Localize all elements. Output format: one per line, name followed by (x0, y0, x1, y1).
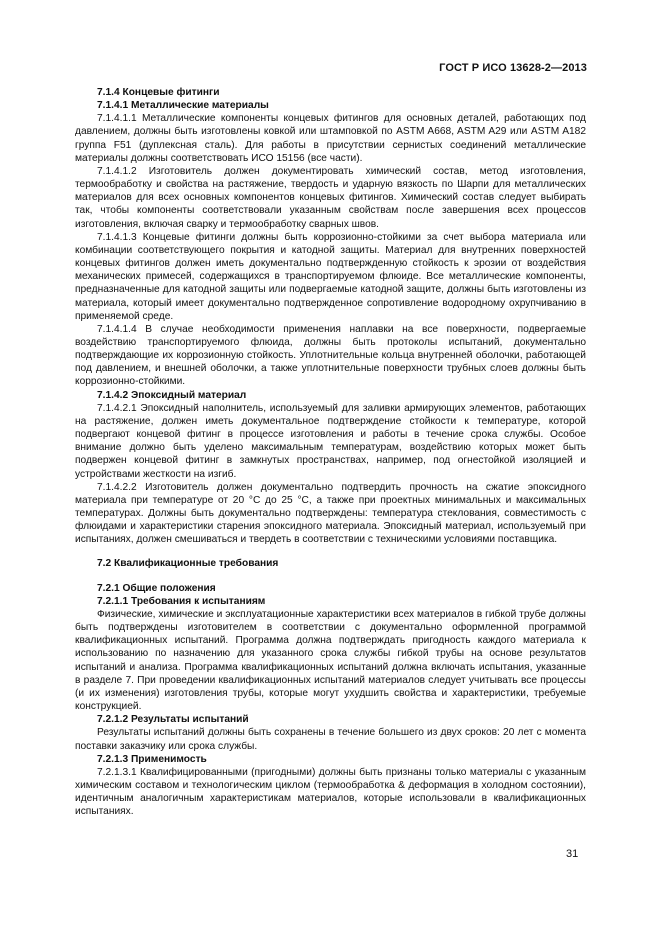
paragraph: 7.1.4.2.2 Изготовитель должен документально подтвердить прочность на сжатие эпоксидного материала при температуре от 20 °С до 25 °С, а также при проектных минимальных и максимальных температурах. Должны быть документально подтверждены: температура стеклования, совместимость с флюидами и характеристики старения эпоксидного материала. Эпоксидный материал, используемый при испытаниях, должен смешиваться и твердеть в соответствии с техническими условиями поставщика. (75, 481, 586, 546)
document-code-header: ГОСТ Р ИСО 13628-2—2013 (439, 62, 587, 74)
paragraph: 7.1.4.1.3 Концевые фитинги должны быть коррозионно-стойкими за счет выбора материала или комбинации соответствующего покрытия и катодной защиты. Материал для внутренних поверхностей концевых фитингов должен иметь документально подтвержденную стойкость к эрозии от воздействия механических примесей, содержащихся в транспортируемом флюиде. Все металлические компоненты, предназначенные для катодной защиты или подвергаемые катодной защите, должны быть изготовлены из материала, который имеет документально подтвержденное сопротивление водородному охрупчиванию в применяемой среде. (75, 231, 586, 322)
page-number: 31 (566, 848, 579, 860)
paragraph: 7.1.4.1.1 Металлические компоненты концевых фитингов для основных деталей, работающих под давлением, должны быть изготовлены ковкой или штамповкой по ASTM A668, ASTM A29 или ASTM A182 группа F51 (дуплексная сталь). Для работы в присутствии сернистых соединений металлические материалы должны соответствовать ИСО 15156 (все части). (75, 113, 586, 164)
section-heading: 7.2.1.1 Требования к испытаниям (97, 595, 266, 607)
paragraph: 7.1.4.2.1 Эпоксидный наполнитель, используемый для заливки армирующих элементов, работающих на растяжение, должен иметь документальное подтверждение стойкости к температуре, которой подвергают концевой фитинг в процессе изготовления и работы в течение срока службы. Особое внимание должно быть уделено максимальным температурам, воздействию которых может быть подвержен концевой фитинг в замкнутых пространствах, например, под огнестойкой изоляцией и устройствами жесткости на изгиб. (75, 402, 586, 480)
section-heading: 7.2.1 Общие положения (97, 582, 216, 594)
paragraph: Физические, химические и эксплуатационные характеристики всех материалов в гибкой трубе должны быть подтверждены изготовителем в соответствии с документально оформленной программой квалификационных испытаний. Программа должна подтверждать пригодность каждого материала к использованию по назначению для указанного срока службы гибкой трубы на основе результатов испытаний и анализа. Программа квалификационных испытаний должна включать испытания, указанные в разделе 7. При проведении квалификационных испытаний материалов следует учитывать все процессы (и их изменения) изготовления трубы, которые могут ухудшить свойства и характеристики, требуемые конструкцией. (75, 608, 586, 713)
section-heading: 7.1.4.2 Эпоксидный материал (97, 389, 247, 401)
paragraph: 7.1.4.1.4 В случае необходимости применения наплавки на все поверхности, подвергаемые воздействию транспортируемого флюида, должны быть протоколы испытаний, документально подтверждающие их коррозионную стойкость. Уплотнительные кольца внутренней оболочки, работающей под давлением, и внешней оболочки, а также уплотнительные поверхности трубных слоев должны быть коррозионно-стойкими. (75, 323, 586, 388)
document-body (75, 86, 586, 818)
section-heading: 7.2.1.3 Применимость (97, 753, 207, 765)
paragraph: 7.1.4.1.2 Изготовитель должен документировать химический состав, метод изготовления, термообработку и свойства на растяжение, твердость и ударную вязкость по Шарпи для металлических материалов для всех основных компонентов концевых фитингов. Химический состав следует выбирать так, чтобы компоненты соответствовали указанным свойствам после завершения всех процессов изготовления, включая сварку и термообработку сварных швов. (75, 165, 586, 230)
section-heading: 7.2 Квалификационные требования (97, 558, 279, 570)
section-heading: 7.1.4.1 Металлические материалы (97, 100, 269, 112)
paragraph: 7.2.1.3.1 Квалифицированными (пригодными) должны быть признаны только материалы с указанным химическим составом и технологическим циклом (термообработка & деформация в холодном состоянии), идентичным аналогичным характеристикам материалов, которые использовали в квалификационных испытаниях. (75, 766, 586, 818)
paragraph: Результаты испытаний должны быть сохранены в течение большего из двух сроков: 20 лет с момента поставки заказчику или срока службы. (75, 727, 586, 752)
section-heading: 7.2.1.2 Результаты испытаний (97, 714, 249, 726)
section-heading: 7.1.4 Концевые фитинги (97, 87, 220, 98)
